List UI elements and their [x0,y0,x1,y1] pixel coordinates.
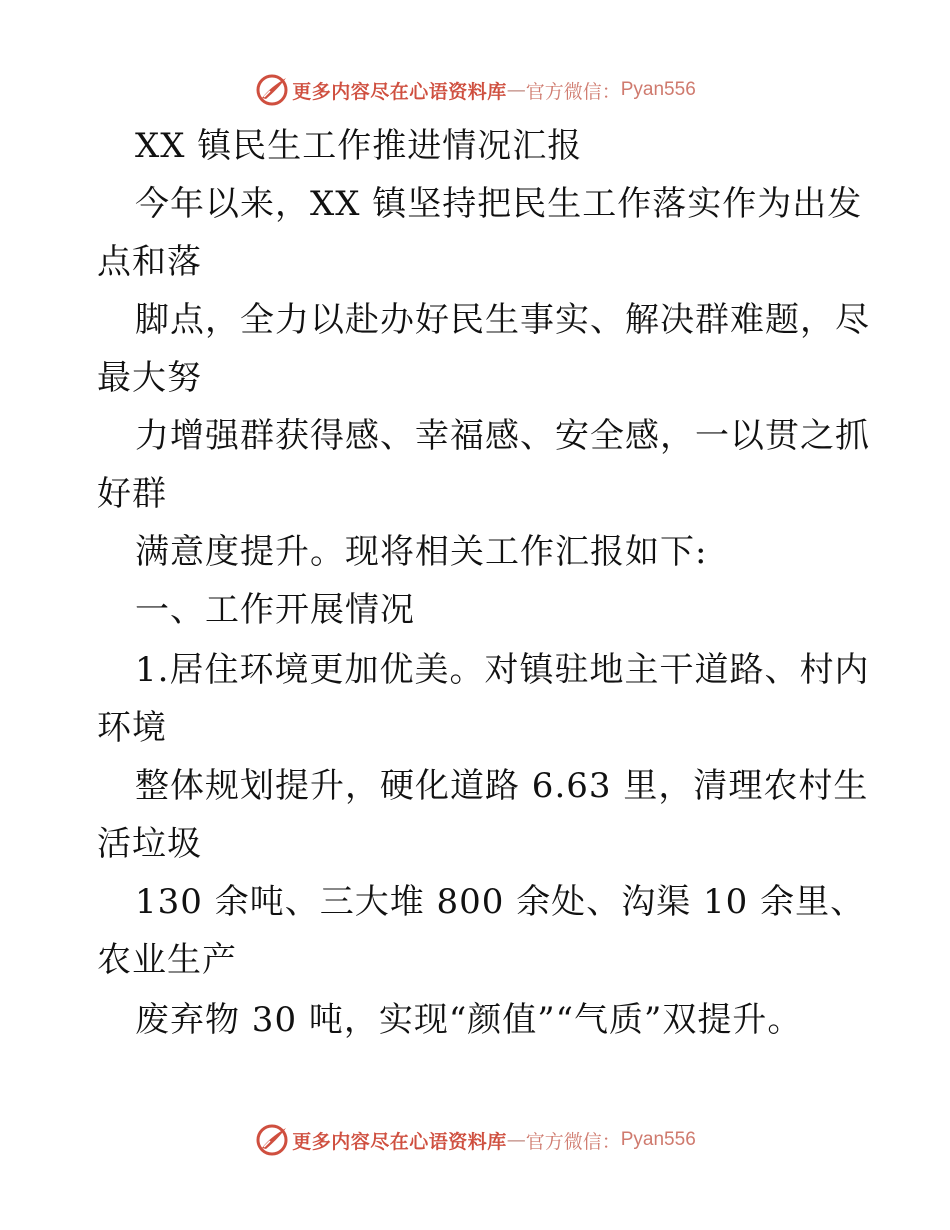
banner-wechat-id: Pyan556 [620,1129,696,1150]
paragraph-line: 农业生产 [97,940,237,980]
paragraph-line: 今年以来，XX 镇坚持把民生工作落实作为出发 [135,184,863,224]
paragraph-line: 满意度提升。现将相关工作汇报如下: [135,532,708,572]
paragraph-line: 废弃物 30 吨，实现“颜值”“气质”双提升。 [135,1000,803,1040]
paragraph-line: 脚点，全力以赴办好民生事实、解决群难题，尽 [135,300,870,340]
paragraph-line: 1.居住环境更加优美。对镇驻地主干道路、村内 [135,650,870,690]
paragraph-line: 环境 [97,708,167,748]
banner-dash: — [506,79,526,101]
banner-text: 更多内容尽在心语资料库 [292,1130,507,1153]
paragraph-line: 130 余吨、三大堆 800 余处、沟渠 10 余里、 [135,882,866,922]
banner-dash: — [506,1129,526,1151]
document-title: XX 镇民生工作推进情况汇报 [135,126,583,166]
paragraph-line: 好群 [97,474,167,514]
header-banner [0,70,950,110]
banner-wechat-label: 官方微信： [525,80,621,103]
banner-wechat-id: Pyan556 [620,79,696,100]
paragraph-line: 最大努 [97,358,202,398]
quill-logo-icon [254,1122,290,1158]
section-heading: 一、工作开展情况 [135,590,415,630]
paragraph-line: 活垃圾 [97,824,202,864]
quill-logo-icon [254,72,290,108]
paragraph-line: 整体规划提升，硬化道路 6.63 里，清理农村生 [135,766,869,806]
paragraph-line: 点和落 [97,242,202,282]
banner-wechat-label: 官方微信： [525,1130,621,1153]
banner-text: 更多内容尽在心语资料库 [292,80,507,103]
paragraph-line: 力增强群获得感、幸福感、安全感，一以贯之抓 [135,416,870,456]
footer-banner [0,1120,950,1160]
